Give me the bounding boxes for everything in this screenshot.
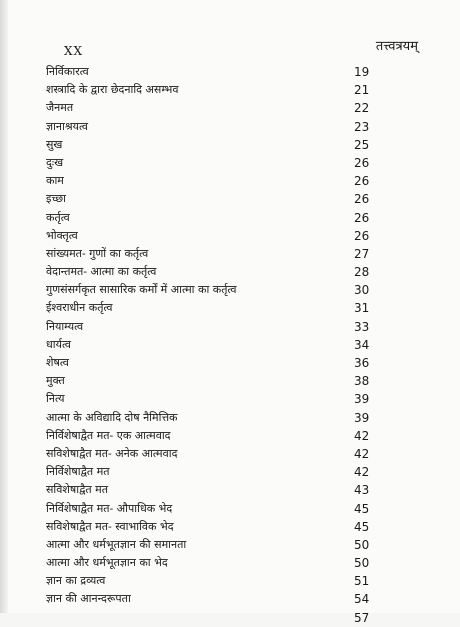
- toc-entry-title: गुणसंसर्गकृत सासारिक कर्मों में आत्मा का कर्तृत्व: [46, 283, 237, 297]
- toc-entry-title: वेदान्तमत- आत्मा का कर्तृत्व: [46, 265, 157, 279]
- toc-entry: [46, 336, 376, 354]
- toc-entry-page-number: 22: [354, 101, 370, 116]
- toc-entry-title: शस्त्रादि के द्वारा छेदनादि असम्भव: [46, 83, 179, 97]
- page-label: XX: [64, 44, 84, 58]
- toc-entry-title: धार्यत्व: [46, 337, 72, 351]
- toc-entry-title: भोक्तृत्व: [46, 228, 78, 242]
- toc-entry: [46, 536, 376, 554]
- toc-entry: [46, 281, 376, 299]
- toc-entry-title: आत्मा और धर्मभूतज्ञान का भेद: [46, 556, 168, 570]
- toc-entry: [46, 409, 376, 427]
- toc-entry-title: सविशेषाद्वैत मत- अनेक आत्मवाद: [46, 446, 178, 460]
- toc-entry: [46, 209, 376, 227]
- toc-entry-page-number: 25: [354, 137, 370, 152]
- toc-entry: [46, 500, 376, 518]
- toc-entry: [46, 572, 376, 590]
- toc-entry-title: निर्विकारत्व: [46, 65, 89, 78]
- toc-entry-title: नियाम्यत्व: [46, 319, 84, 333]
- toc-entry: [46, 136, 376, 154]
- toc-entry-page-number: 45: [354, 501, 370, 516]
- toc-entry: [46, 118, 376, 136]
- toc-entry: [46, 609, 376, 627]
- toc-entry-page-number: 39: [354, 392, 370, 407]
- toc-entry-title: जैनमत: [46, 101, 74, 115]
- toc-entry-title: सांख्यमत- गुणों का कर्तृत्व: [46, 246, 149, 260]
- toc-entry-title: सविशेषाद्वैत मत- स्वाभाविक भेद: [46, 519, 174, 533]
- toc-entry: [46, 299, 376, 317]
- toc-entry: [46, 63, 376, 81]
- toc-entry-page-number: 36: [354, 356, 370, 370]
- toc-entry: [46, 172, 376, 190]
- toc-entry-title: आत्मा के अविद्यादि दोष नैमित्तिक: [46, 410, 178, 424]
- toc-entry-page-number: 27: [354, 246, 370, 261]
- toc-entry-page-number: 23: [354, 119, 370, 134]
- toc-entry-page-number: 42: [354, 428, 370, 443]
- toc-entry: [46, 427, 376, 445]
- toc-entry-title: ज्ञान की आनन्दरूपता: [46, 592, 131, 606]
- toc-entry-page-number: 54: [354, 592, 370, 607]
- toc-entry-title: आत्मा और धर्मभूतज्ञान की समानता: [46, 537, 187, 551]
- toc-entry-title: ज्ञान का द्रव्यत्व: [46, 574, 106, 588]
- toc-entry-title: कर्तृत्व: [46, 210, 70, 224]
- toc-entry-page-number: 38: [354, 374, 370, 389]
- toc-entry: [46, 390, 376, 408]
- toc-entry-page-number: 45: [354, 519, 370, 534]
- toc-entry-page-number: 50: [354, 556, 370, 571]
- toc-entry-title: काम: [46, 174, 64, 188]
- toc-entry: [46, 263, 376, 281]
- toc-entry-page-number: 33: [354, 319, 370, 334]
- toc-entry: [46, 81, 376, 99]
- toc-entry-title: शेषत्व: [46, 356, 69, 369]
- toc-entry-title: मुक्त: [46, 374, 65, 388]
- toc-entry-title: निर्विशेषाद्वैत मत: [46, 465, 110, 479]
- toc-entry: [46, 99, 376, 117]
- toc-entry-title: निर्विशेषाद्वैत मत- एक आत्मवाद: [46, 428, 171, 442]
- page-binding-shadow: [0, 0, 8, 613]
- toc-entry-title: दुःख: [46, 155, 64, 169]
- toc-entry: [46, 372, 376, 390]
- toc-entry: [46, 154, 376, 172]
- toc-entry-page-number: 31: [354, 301, 370, 316]
- toc-entry: [46, 227, 376, 245]
- toc-entry-page-number: 19: [354, 65, 370, 79]
- toc-entry: [46, 318, 376, 336]
- toc-entry-page-number: 57: [354, 610, 370, 625]
- toc-entry-page-number: 43: [354, 483, 370, 498]
- toc-entry-title: नित्य: [46, 392, 65, 406]
- toc-entry-title: सविशेषाद्वैत मत: [46, 483, 109, 497]
- toc-entry-title: ज्ञानाश्रयत्व: [46, 119, 89, 133]
- toc-entry: [46, 463, 376, 481]
- toc-entry-page-number: 26: [354, 228, 370, 243]
- toc-entry: [46, 590, 376, 608]
- toc-entry: [46, 245, 376, 263]
- toc-entry-title: ईश्वराधीन कर्तृत्व: [46, 301, 113, 315]
- toc-entry-page-number: 26: [354, 192, 370, 207]
- toc-entry-page-number: 42: [354, 465, 370, 480]
- toc-entry-page-number: 30: [354, 283, 370, 298]
- toc-entry-page-number: 34: [354, 337, 370, 352]
- toc-entry-page-number: 21: [354, 83, 370, 98]
- toc-entry-page-number: 50: [354, 537, 370, 552]
- toc-entry-title: निर्विशेषाद्वैत मत- औपाधिक भेद: [46, 501, 173, 515]
- toc-entry: [46, 481, 376, 499]
- toc-entry-page-number: 42: [354, 446, 370, 461]
- toc-entry: [46, 518, 376, 536]
- toc-entry: [46, 445, 376, 463]
- toc-entry: [46, 554, 376, 572]
- toc-entry-page-number: 51: [354, 574, 370, 589]
- toc-entry: [46, 354, 376, 372]
- toc-entry-page-number: 26: [354, 210, 370, 225]
- toc-entry-title: सुख: [46, 137, 63, 151]
- toc-entry-title: इच्छा: [46, 192, 67, 206]
- book-title: तत्त्वत्रयम्: [375, 39, 418, 54]
- toc-entry: [46, 190, 376, 208]
- table-of-contents: [46, 63, 376, 627]
- toc-entry-page-number: 28: [354, 265, 370, 280]
- toc-entry-page-number: 26: [354, 174, 370, 189]
- toc-entry-page-number: 26: [354, 155, 370, 170]
- toc-entry-page-number: 39: [354, 410, 370, 425]
